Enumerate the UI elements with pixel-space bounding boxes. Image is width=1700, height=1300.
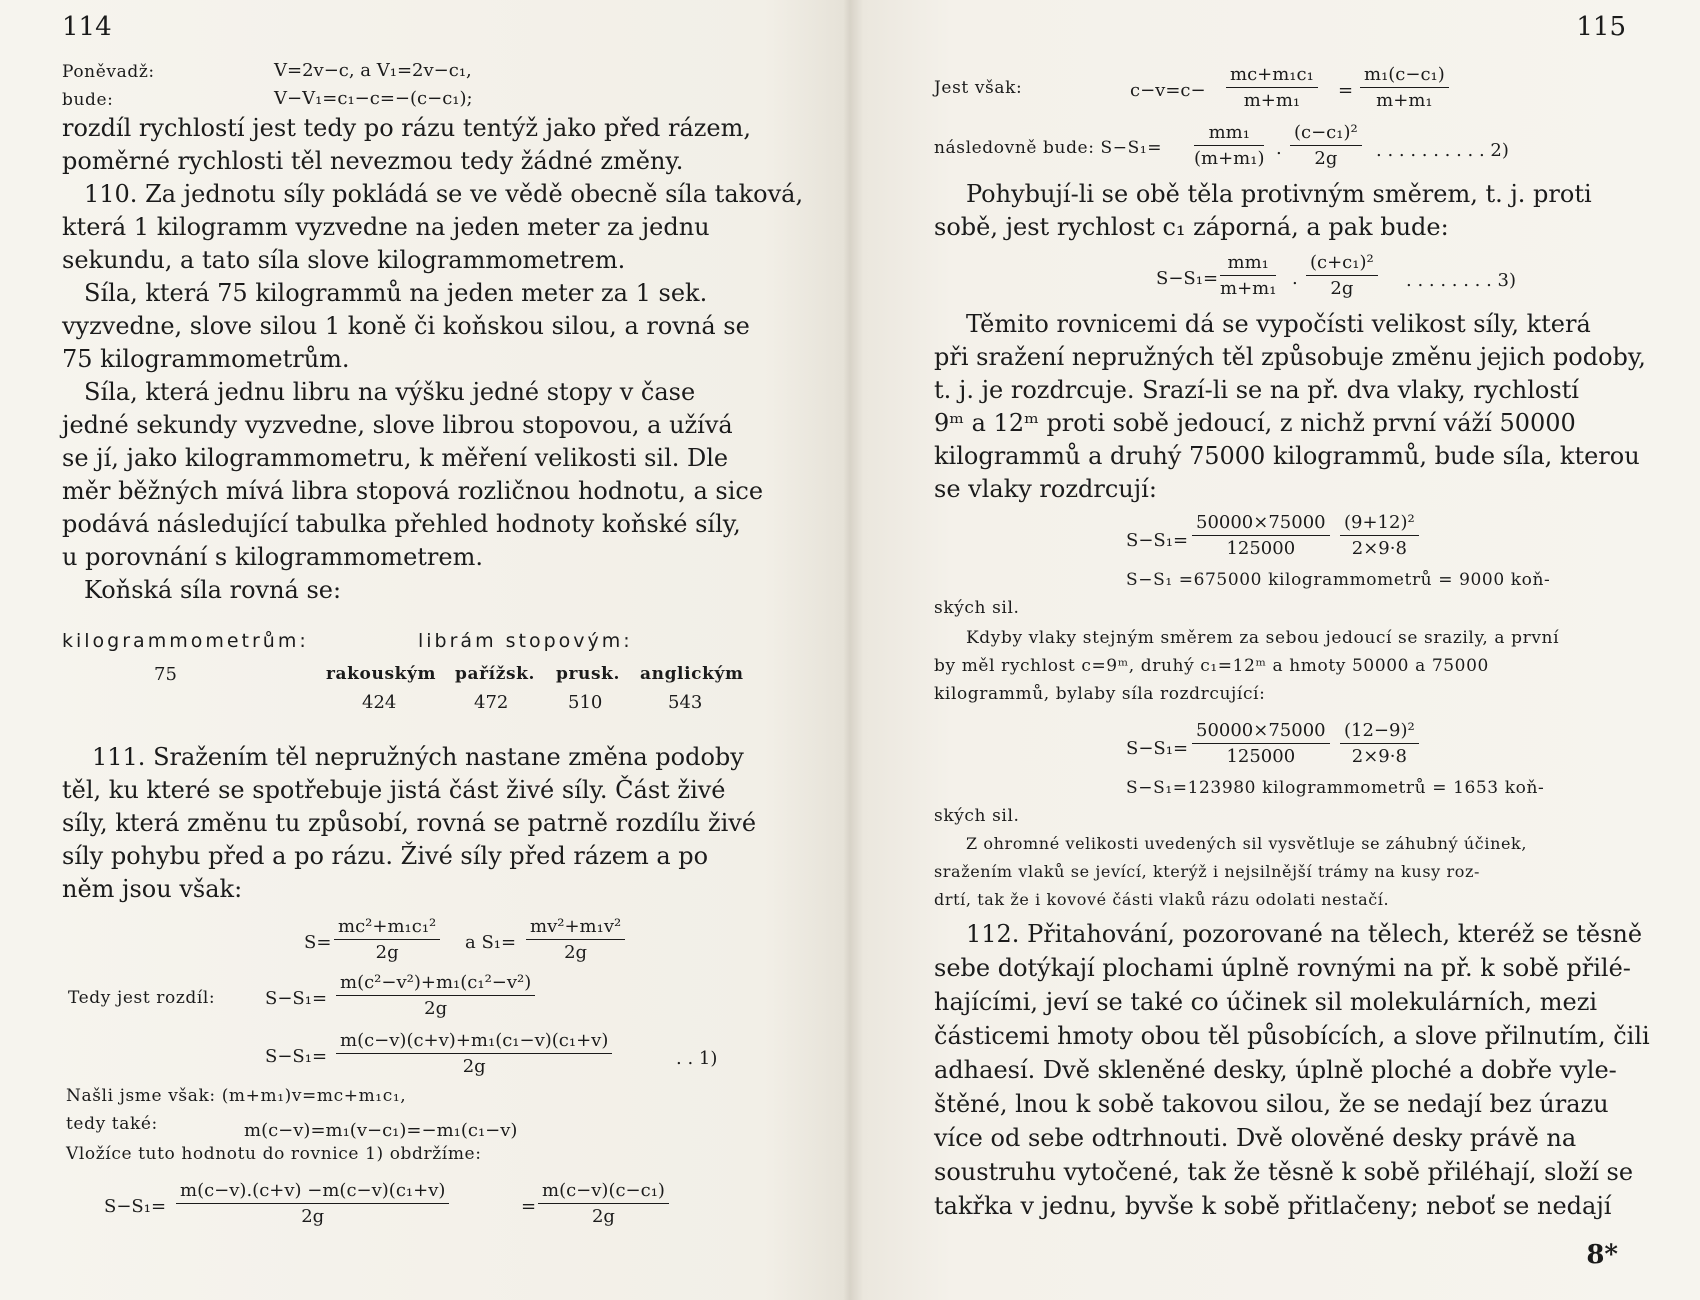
text-line: vyzvedne, slove silou 1 koně či koňskou silou, a rovná se	[62, 312, 750, 340]
text-line: Poněvadž:	[62, 62, 155, 82]
fraction	[1306, 254, 1378, 298]
numerator: mm₁	[1194, 124, 1264, 146]
math-prefix: S−S₁=	[265, 1046, 328, 1067]
denominator: 2g	[424, 998, 448, 1019]
math-prefix: c−v=c−	[1130, 80, 1206, 101]
text-line: která 1 kilogramm vyzvedne na jeden meter za jednu	[62, 213, 710, 241]
math-label: Jest však:	[934, 78, 1023, 98]
fraction	[334, 918, 440, 962]
denominator: 2g	[1314, 148, 1338, 169]
table-header: kilogrammometrům:	[62, 630, 309, 652]
numerator: m(c²−v²)+m₁(c₁²−v²)	[336, 974, 535, 996]
math-operator: =	[1338, 80, 1354, 101]
numerator: (c+c₁)²	[1306, 254, 1378, 276]
math-label: následovně bude: S−S₁=	[934, 138, 1163, 158]
denominator: 2g	[462, 1056, 486, 1077]
table-cell: 510	[568, 692, 603, 713]
denominator: 2×9·8	[1351, 538, 1407, 559]
fraction	[1290, 124, 1362, 168]
table-header: librám stopovým:	[418, 630, 633, 652]
numerator: m(c−v)(c+v)+m₁(c₁−v)(c₁+v)	[336, 1032, 612, 1054]
math-operator: .	[1276, 138, 1282, 159]
math-prefix: S=	[304, 932, 332, 953]
denominator: m+m₁	[1376, 90, 1433, 111]
denominator: m+m₁	[1220, 278, 1277, 299]
numerator: mc+m₁c₁	[1226, 66, 1318, 88]
text-line: Našli jsme však: (m+m₁)v=mc+m₁c₁,	[66, 1086, 407, 1106]
text-line: při sražení nepružných těl způsobuje změnu jejich podoby,	[934, 343, 1646, 371]
text-line: poměrné rychlosti těl nevezmou tedy žádné změny.	[62, 147, 684, 175]
text-line: měr běžných mívá libra stopová rozličnou hodnotu, a sice	[62, 477, 764, 505]
fraction	[1194, 124, 1264, 168]
table-cell: 472	[474, 692, 509, 713]
page-number: 115	[1576, 12, 1626, 42]
text-line: 75 kilogrammometrům.	[62, 345, 350, 373]
math-prefix: S−S₁=	[1156, 268, 1219, 289]
table-subheader: anglickým	[640, 664, 744, 684]
table-cell: 75	[154, 664, 177, 685]
text-line: sražením vlaků se jevící, kterýž i nejsilnější trámy na kusy roz-	[934, 862, 1480, 881]
denominator: 125000	[1226, 538, 1296, 559]
math-prefix: S−S₁=	[104, 1196, 167, 1217]
text-line: Těmito rovnicemi dá se vypočísti velikost síly, která	[966, 310, 1591, 338]
text-line: by měl rychlost c=9ᵐ, druhý c₁=12ᵐ a hmoty 50000 a 75000	[934, 656, 1489, 676]
text-line: takřka v jednu, byvše k sobě přitlačeny; neboť se nedají	[934, 1192, 1612, 1220]
signature-mark: 8*	[1586, 1240, 1618, 1270]
numerator: (c−c₁)²	[1290, 124, 1362, 146]
numerator: m₁(c−c₁)	[1360, 66, 1449, 88]
table-cell: 424	[362, 692, 397, 713]
fraction	[1340, 722, 1419, 766]
table-subheader: rakouským	[326, 664, 437, 684]
fraction	[1226, 66, 1318, 110]
table-subheader: prusk.	[556, 664, 621, 684]
text-line: Koňská síla rovná se:	[84, 576, 342, 604]
numerator: mm₁	[1220, 254, 1276, 276]
text-line: Z ohromné velikosti uvedených sil vysvětluje se záhubný účinek,	[966, 834, 1528, 853]
result-line: S−S₁ =675000 kilogrammometrů = 9000 koň-	[1126, 570, 1551, 590]
text-line: drtí, tak že i kovové části vlaků rázu odolati nestačí.	[934, 890, 1390, 909]
paragraph-heading: 111. Sražením těl nepružných nastane změna podoby	[92, 743, 744, 771]
numerator: m(c−v)(c−c₁)	[538, 1182, 669, 1204]
fraction	[336, 1032, 612, 1076]
text-line: Pohybují-li se obě těla protivným směrem, t. j. proti	[966, 180, 1592, 208]
denominator: 2×9·8	[1351, 746, 1407, 767]
table-subheader: pařížsk.	[455, 664, 536, 684]
fraction	[336, 974, 535, 1018]
fraction	[526, 918, 625, 962]
text-line: částicemi hmoty obou těl působících, a slove přilnutím, čili	[934, 1022, 1650, 1050]
table-cell: 543	[668, 692, 703, 713]
numerator: (9+12)²	[1340, 514, 1419, 536]
text-line: Síla, která 75 kilogrammů na jeden meter za 1 sek.	[84, 279, 708, 307]
denominator: 2g	[564, 942, 588, 963]
math-prefix: a S₁=	[465, 932, 517, 953]
text-line: t. j. je rozdrcuje. Srazí-li se na př. dva vlaky, rychlostí	[934, 376, 1579, 404]
fraction	[1220, 254, 1276, 298]
text-line: sobě, jest rychlost c₁ záporná, a pak bude:	[934, 213, 1449, 241]
fraction	[1360, 66, 1449, 110]
result-line: S−S₁=123980 kilogrammometrů = 1653 koň-	[1126, 778, 1545, 798]
math-prefix: S−S₁=	[1126, 530, 1189, 551]
math-label: Tedy jest rozdíl:	[68, 988, 216, 1008]
denominator: (m+m₁)	[1194, 148, 1265, 169]
text-line: soustruhu vytočené, tak že těsně k sobě přiléhají, složí se	[934, 1158, 1634, 1186]
math-label: tedy také:	[66, 1114, 158, 1134]
text-line: Síla, která jednu libru na výšku jedné stopy v čase	[84, 378, 696, 406]
left-page	[0, 0, 835, 1300]
text-line: síly, která změnu tu způsobí, rovná se patrně rozdílu živé	[62, 809, 757, 837]
math-prefix: S−S₁=	[1126, 738, 1189, 759]
page-number: 114	[62, 12, 112, 42]
equation-tag: . . . . . . . . 3)	[1406, 270, 1517, 291]
result-line: ských sil.	[934, 598, 1020, 618]
numerator: (12−9)²	[1340, 722, 1419, 744]
denominator: 2g	[1330, 278, 1354, 299]
equation-tag: . . . . . . . . . . 2)	[1376, 140, 1509, 161]
fraction	[1192, 722, 1330, 766]
denominator: 2g	[301, 1206, 325, 1227]
denominator: 2g	[375, 942, 399, 963]
equation: V=2v−c, a V₁=2v−c₁,	[274, 60, 472, 81]
paragraph-heading: 110. Za jednotu síly pokládá se ve vědě obecně síla taková,	[84, 180, 804, 208]
denominator: 125000	[1226, 746, 1296, 767]
result-line: ských sil.	[934, 806, 1020, 826]
numerator: 50000×75000	[1192, 514, 1330, 536]
text-line: Vložíce tuto hodnotu do rovnice 1) obdržíme:	[66, 1144, 482, 1164]
fraction	[1192, 514, 1330, 558]
math-operator: .	[1292, 268, 1298, 289]
fraction	[538, 1182, 669, 1226]
text-line: se vlaky rozdrcují:	[934, 475, 1157, 503]
numerator: mc²+m₁c₁²	[334, 918, 440, 940]
text-line: něm jsou však:	[62, 875, 243, 903]
text-line: síly pohybu před a po rázu. Živé síly před rázem a po	[62, 842, 709, 870]
fraction	[1340, 514, 1419, 558]
denominator: m+m₁	[1243, 90, 1301, 111]
text-line: hajícími, jeví se také co účinek sil molekulárních, mezi	[934, 988, 1598, 1016]
right-page	[840, 0, 1700, 1300]
numerator: mv²+m₁v²	[526, 918, 625, 940]
text-line: štěné, lnou k sobě takovou silou, že se nedají bez úrazu	[934, 1090, 1609, 1118]
text-line: bude:	[62, 90, 114, 110]
denominator: 2g	[591, 1206, 615, 1227]
numerator: m(c−v).(c+v) −m(c−v)(c₁+v)	[176, 1182, 449, 1204]
math-operator: =	[521, 1196, 537, 1217]
equation: m(c−v)=m₁(v−c₁)=−m₁(c₁−v)	[244, 1120, 518, 1141]
paragraph-heading: 112. Přitahování, pozorované na tělech, kteréž se těsně	[966, 920, 1643, 948]
text-line: 9ᵐ a 12ᵐ proti sobě jedoucí, z nichž první váží 50000	[934, 409, 1576, 437]
text-line: rozdíl rychlostí jest tedy po rázu tentýž jako před rázem,	[62, 114, 752, 142]
equation: V−V₁=c₁−c=−(c−c₁);	[274, 88, 473, 109]
text-line: adhaesí. Dvě skleněné desky, úplně ploché a dobře vyle-	[934, 1056, 1617, 1084]
text-line: jedné sekundy vyzvedne, slove librou stopovou, a užívá	[62, 411, 733, 439]
text-line: kilogrammů a druhý 75000 kilogrammů, bude síla, kterou	[934, 442, 1640, 470]
text-line: u porovnání s kilogrammometrem.	[62, 543, 483, 571]
numerator: 50000×75000	[1192, 722, 1330, 744]
text-line: se jí, jako kilogrammometru, k měření velikosti sil. Dle	[62, 444, 729, 472]
text-line: sebe dotýkají plochami úplně rovnými na př. k sobě přilé-	[934, 954, 1631, 982]
text-line: těl, ku které se spotřebuje jistá část živé síly. Část živé	[62, 776, 726, 804]
text-line: sekundu, a tato síla slove kilogrammometrem.	[62, 246, 626, 274]
equation-tag: . . 1)	[676, 1048, 718, 1069]
text-line: více od sebe odtrhnouti. Dvě olověné desky právě na	[934, 1124, 1577, 1152]
text-line: Kdyby vlaky stejným směrem za sebou jedoucí se srazily, a první	[966, 628, 1560, 648]
text-line: kilogrammů, bylaby síla rozdrcující:	[934, 684, 1266, 704]
math-prefix: S−S₁=	[265, 988, 328, 1009]
text-line: podává následující tabulka přehled hodnoty koňské síly,	[62, 510, 741, 538]
fraction	[176, 1182, 449, 1226]
